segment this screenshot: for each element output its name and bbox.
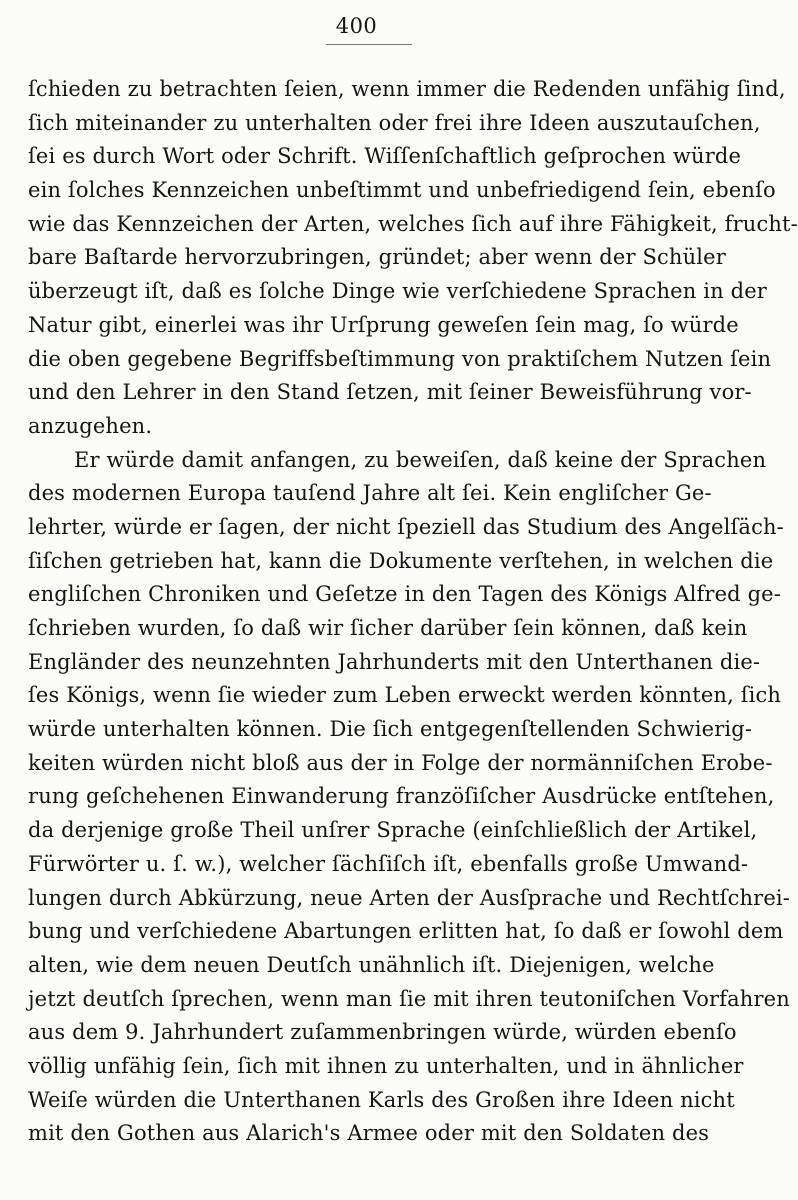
text-line: ſiſchen getrieben hat, kann die Dokumente verſtehen, in welchen die — [28, 548, 774, 573]
text-line: würde unterhalten können. Die ſich entgegenſtellenden Schwierig- — [28, 717, 753, 742]
text-line: da derjenige große Theil unſrer Sprache (einſchließlich der Artikel, — [28, 818, 758, 843]
text-line: alten, wie dem neuen Deutſch unähnlich iſt. Diejenigen, welche — [28, 952, 715, 977]
text-line: ſchrieben wurden, ſo daß wir ſicher darüber ſein können, daß kein — [28, 616, 748, 640]
text-line: ſei es durch Wort oder Schrift. Wiſſenſchaftlich geſprochen würde — [28, 144, 742, 169]
header-rule — [326, 44, 412, 45]
text-line: ſes Königs, wenn ſie wieder zum Leben erweckt werden könnten, ſich — [28, 683, 782, 708]
text-line: völlig unfähig ſein, ſich mit ihnen zu unterhalten, und in ähnlicher — [28, 1053, 744, 1078]
text-line: keiten würden nicht bloß aus der in Folge der normänniſchen Erobe- — [28, 750, 773, 775]
text-line: anzugehen. — [28, 413, 153, 438]
text-line: mit den Gothen aus Alarich's Armee oder mit den Soldaten des — [28, 1121, 710, 1146]
text-line: Engländer des neunzehnten Jahrhunderts mit den Unterthanen die- — [28, 649, 761, 674]
text-line: überzeugt iſt, daß es ſolche Dinge wie verſchiedene Sprachen in der — [28, 279, 767, 304]
body-text — [28, 73, 798, 1151]
text-line: aus dem 9. Jahrhundert zuſammenbringen würde, würden ebenſo — [28, 1020, 737, 1045]
text-line: ein ſolches Kennzeichen unbeſtimmt und unbefriedigend ſein, ebenſo — [28, 178, 776, 203]
text-line: ſich miteinander zu unterhalten oder frei ihre Ideen auszutauſchen, — [28, 110, 761, 135]
text-line: jetzt deutſch ſprechen, wenn man ſie mit ihren teutoniſchen Vorfahren — [28, 986, 790, 1011]
text-line: engliſchen Chroniken und Geſetze in den Tagen des Königs Alfred ge- — [28, 582, 781, 607]
text-line: Weiſe würden die Unterthanen Karls des Großen ihre Ideen nicht — [28, 1087, 735, 1112]
page-number: 400 — [335, 14, 378, 38]
text-line: lehrter, würde er ſagen, der nicht ſpeziell das Studium des Angelſäch- — [28, 514, 784, 539]
text-line: wie das Kennzeichen der Arten, welches ſich auf ihre Fähigkeit, frucht- — [28, 211, 798, 236]
text-line: rung geſchehenen Einwanderung franzöſiſcher Ausdrücke entſtehen, — [28, 784, 775, 809]
text-line: lungen durch Abkürzung, neue Arten der Ausſprache und Rechtſchrei- — [28, 885, 791, 910]
text-line: die oben gegebene Begriffsbeſtimmung von praktiſchem Nutzen ſein — [28, 346, 772, 371]
text-line: des modernen Europa tauſend Jahre alt ſei. Kein engliſcher Ge- — [28, 481, 712, 506]
text-line: Fürwörter u. ſ. w.), welcher ſächſiſch iſt, ebenfalls große Umwand- — [28, 851, 749, 876]
text-line: Er würde damit anfangen, zu beweiſen, daß keine der Sprachen — [74, 447, 767, 472]
text-line: bare Baſtarde hervorzubringen, gründet; aber wenn der Schüler — [28, 245, 726, 270]
text-line: Natur gibt, einerlei was ihr Urſprung geweſen ſein mag, ſo würde — [28, 312, 739, 337]
text-line: und den Lehrer in den Stand ſetzen, mit ſeiner Beweisführung vor- — [28, 380, 752, 405]
text-line: bung und verſchiedene Abartungen erlitten hat, ſo daß er ſowohl dem — [28, 919, 784, 944]
text-line: ſchieden zu betrachten ſeien, wenn immer die Redenden unfähig ſind, — [28, 77, 786, 101]
